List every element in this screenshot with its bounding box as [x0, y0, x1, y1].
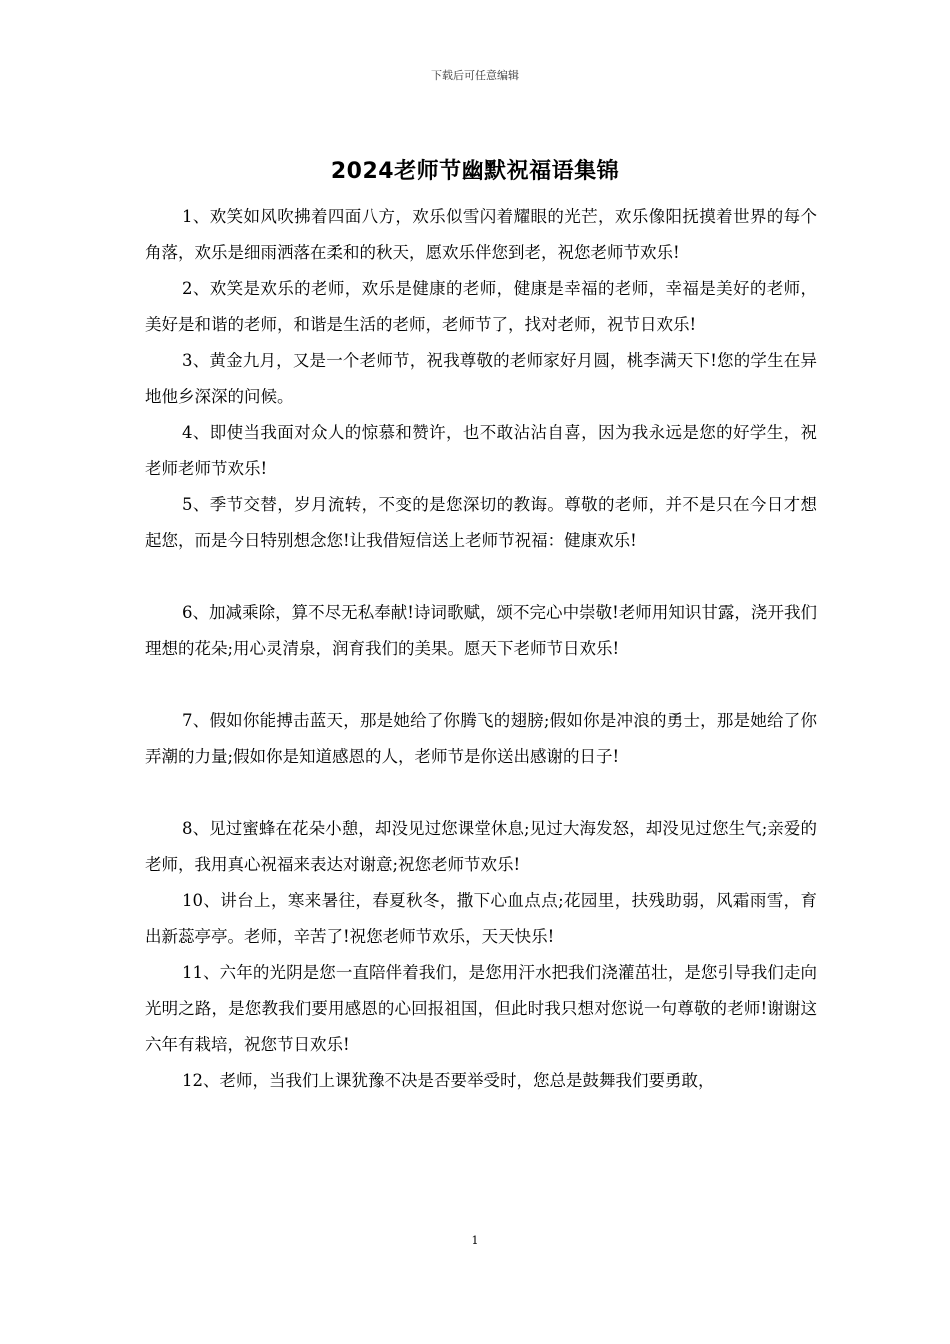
paragraph-12: 12、老师，当我们上课犹豫不决是否要举受时，您总是鼓舞我们要勇敢，: [182, 1071, 715, 1090]
document-title: 2024老师节幽默祝福语集锦: [330, 159, 620, 184]
paragraph-5: 5、季节交替，岁月流转，不变的是您深切的教诲。尊敬的老师，并不是只在今日才想起您，而是今日特别想念您!让我借短信送上老师节祝福：健康欢乐!: [145, 495, 817, 550]
page-number: 1: [471, 1234, 479, 1247]
document-body: [145, 199, 817, 1099]
paragraph-8: 8、见过蜜蜂在花朵小憩，却没见过您课堂休息;见过大海发怒，却没见过您生气;亲爱的老师，我用真心祝福来表达对谢意;祝您老师节欢乐!: [145, 819, 817, 874]
paragraph-10: 10、讲台上，寒来暑往，春夏秋冬，撒下心血点点;花园里，扶残助弱，风霜雨雪，育出新蕊亭亭。老师，辛苦了!祝您老师节欢乐，天天快乐!: [145, 891, 817, 946]
paragraph-3: 3、黄金九月，又是一个老师节，祝我尊敬的老师家好月圆，桃李满天下!您的学生在异地他乡深深的问候。: [145, 351, 817, 406]
paragraph-11: 11、六年的光阴是您一直陪伴着我们，是您用汗水把我们浇灌茁壮，是您引导我们走向光明之路，是您教我们要用感恩的心回报祖国，但此时我只想对您说一句尊敬的老师!谢谢这六年有栽培，祝您节日欢乐!: [145, 963, 817, 1054]
paragraph-2: 2、欢笑是欢乐的老师，欢乐是健康的老师，健康是幸福的老师，幸福是美好的老师，美好是和谐的老师，和谐是生活的老师，老师节了，找对老师，祝节日欢乐!: [145, 279, 817, 334]
paragraph-6: 6、加减乘除，算不尽无私奉献!诗词歌赋，颂不完心中崇敬!老师用知识甘露，浇开我们理想的花朵;用心灵清泉，润育我们的美果。愿天下老师节日欢乐!: [145, 603, 817, 658]
paragraph-1: 1、欢笑如风吹拂着四面八方，欢乐似雪闪着耀眼的光芒，欢乐像阳抚摸着世界的每个角落，欢乐是细雨洒落在柔和的秋天，愿欢乐伴您到老，祝您老师节欢乐!: [145, 207, 817, 262]
paragraph-7: 7、假如你能搏击蓝天，那是她给了你腾飞的翅膀;假如你是冲浪的勇士，那是她给了你弄潮的力量;假如你是知道感恩的人，老师节是你送出感谢的日子!: [145, 711, 817, 766]
header-note: 下载后可任意编辑: [431, 69, 519, 82]
paragraph-4: 4、即使当我面对众人的惊慕和赞许，也不敢沾沾自喜，因为我永远是您的好学生，祝老师老师节欢乐!: [145, 423, 817, 478]
